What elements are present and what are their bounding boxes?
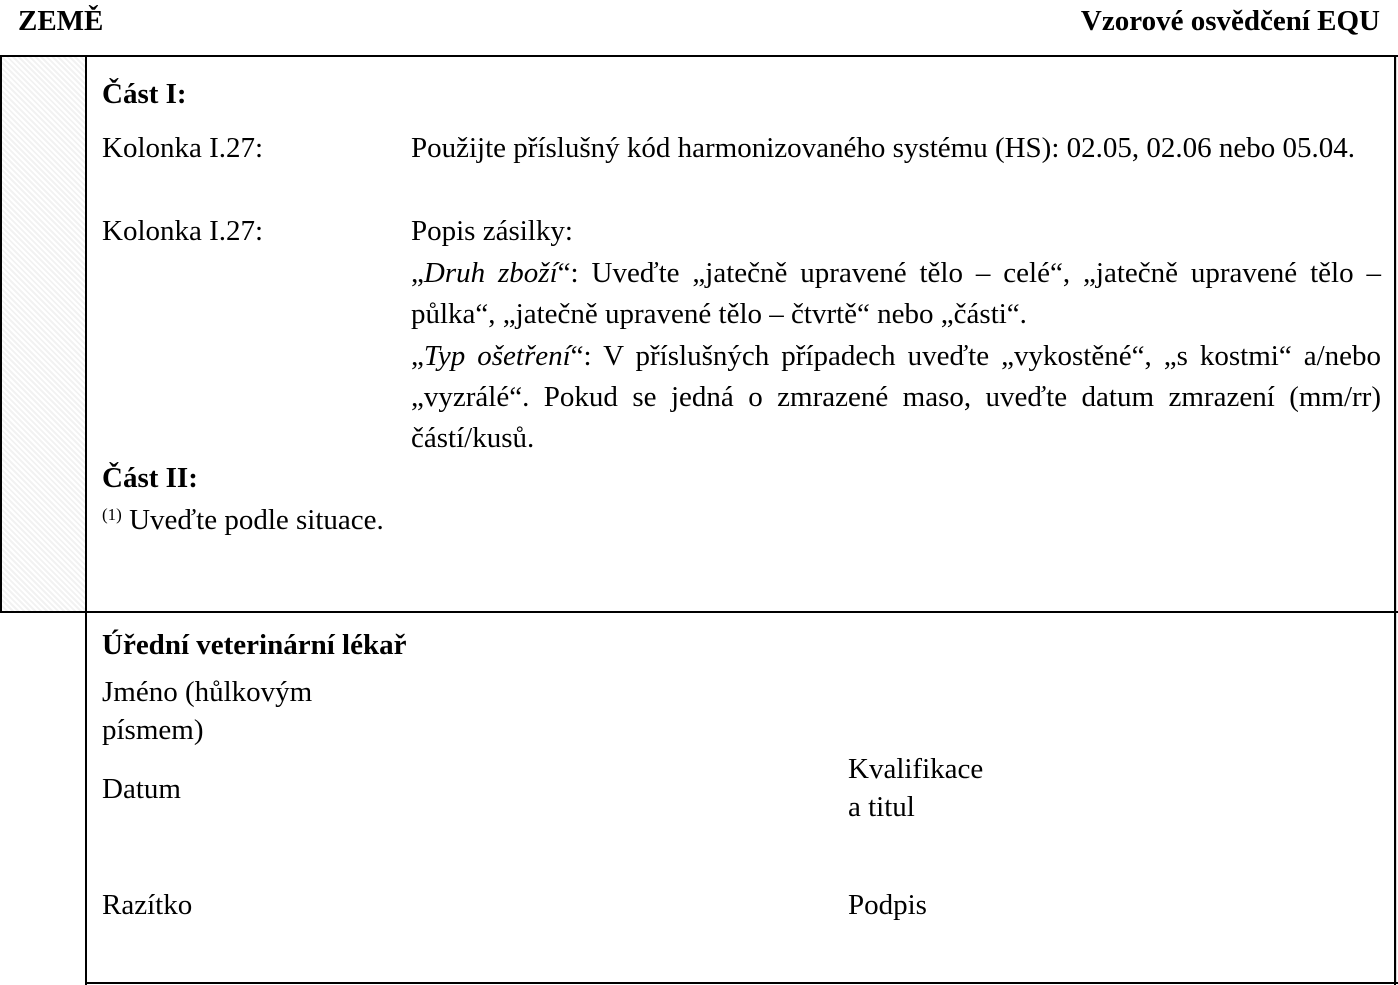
section-divider — [0, 611, 1398, 613]
goods-text: “: Uveďte „jatečně upravené tělo – celé“, „jatečně upravené tělo – půlka“, „jatečně upravené tělo – čtvrtě“ nebo „části“. — [411, 257, 1381, 330]
left-margin-shading — [1, 56, 86, 612]
part2-heading: Část II: — [102, 462, 198, 494]
name-label-line1: Jméno (hůlkovým — [102, 676, 313, 708]
treat-open-quote: „ — [411, 340, 424, 372]
qualification-line2: a titul — [848, 791, 915, 823]
treat-text: “: V příslušných případech uveďte „vykostěné“, „s kostmi“ a/nebo „vyzrálé“. Pokud se jedná o zmrazené maso, uveďte datum zmrazení (mm/rr) částí/kusů. — [411, 340, 1382, 454]
bottom-border — [85, 982, 1398, 984]
right-border — [1394, 55, 1396, 985]
box1-label: Kolonka I.27: — [102, 132, 264, 164]
signature-title: Úřední veterinární lékař — [102, 629, 407, 661]
goods-open-quote: „ — [411, 257, 424, 289]
box2-title: Popis zásilky: — [411, 215, 573, 247]
signature-label: Podpis — [848, 889, 927, 921]
certificate-title: Vzorové osvědčení EQU — [1080, 5, 1380, 37]
treatment-description — [411, 336, 1381, 459]
qualification-line1: Kvalifikace — [848, 753, 984, 785]
box1-text: Použijte příslušný kód harmonizovaného systému (HS): 02.05, 02.06 nebo 05.04. — [411, 132, 1356, 164]
goods-description — [411, 253, 1381, 335]
name-label — [102, 673, 312, 749]
goods-term: Druh zboží — [423, 257, 558, 289]
part1-heading: Část I: — [102, 78, 187, 110]
qualification-label — [848, 750, 983, 826]
part2-footnote — [102, 500, 384, 541]
footnote-mark: (1) — [102, 505, 122, 524]
treat-term: Typ ošetření — [423, 340, 571, 372]
date-label: Datum — [102, 773, 181, 805]
stamp-label: Razítko — [102, 889, 193, 921]
footnote-text: Uveďte podle situace. — [121, 504, 384, 536]
name-label-line2: písmem) — [102, 714, 204, 746]
inner-left-border — [85, 55, 87, 985]
left-border-upper — [0, 55, 2, 613]
box2-label: Kolonka I.27: — [102, 215, 264, 247]
country-label: ZEMĚ — [18, 5, 104, 37]
top-border — [0, 55, 1398, 57]
